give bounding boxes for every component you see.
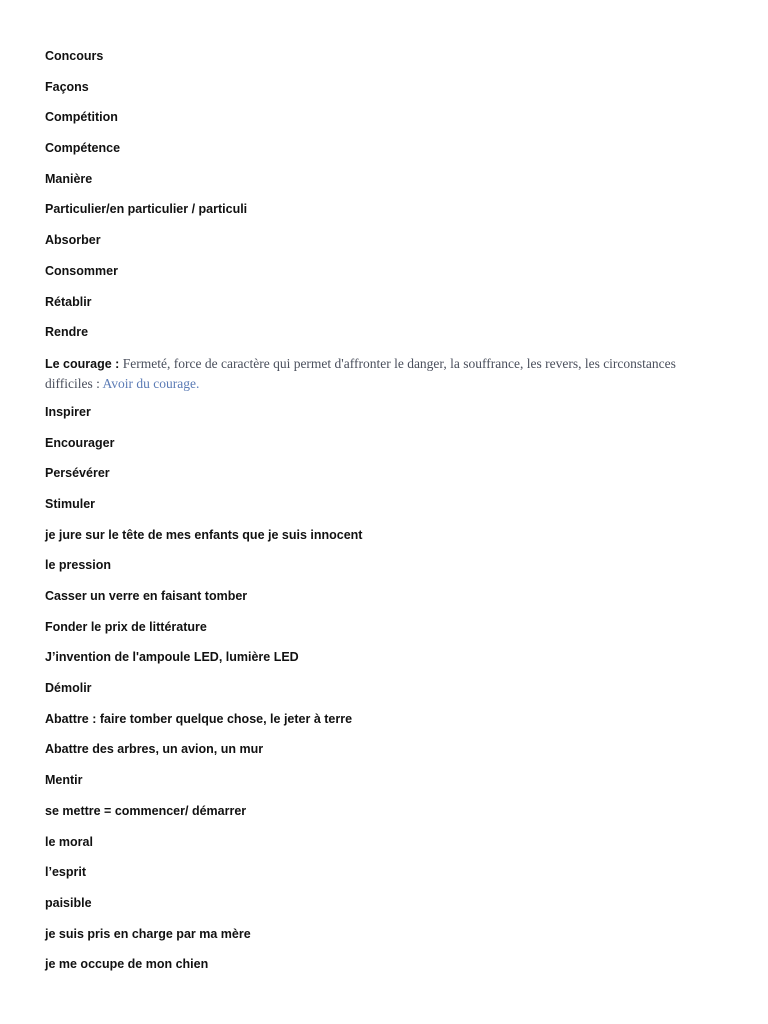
text-line: Fonder le prix de littérature: [45, 619, 207, 634]
text-line: je jure sur le tête de mes enfants que je suis innocent: [45, 527, 363, 542]
text-line: l’esprit: [45, 865, 86, 880]
text-line: Manière: [45, 171, 93, 186]
document-page: [45, 47, 725, 986]
text-line: le pression: [45, 558, 111, 573]
text-line: Compétence: [45, 141, 121, 156]
text-line: Rétablir: [45, 294, 92, 309]
definition-paragraph: [45, 354, 695, 403]
text-line: se mettre = commencer/ démarrer: [45, 803, 247, 818]
text-line: Absorber: [45, 233, 101, 248]
text-line: Abattre des arbres, un avion, un mur: [45, 742, 264, 757]
text-line: Démolir: [45, 681, 92, 696]
definition-example: Avoir du courage.: [102, 375, 200, 391]
text-line: Concours: [45, 49, 104, 63]
text-line: Abattre : faire tomber quelque chose, le jeter à terre: [45, 711, 353, 726]
text-line: le moral: [45, 834, 93, 849]
text-line: Compétition: [45, 110, 118, 125]
definition-term: Le courage :: [45, 356, 123, 371]
definition-text: Fermeté, force de caractère qui permet d'affronter le danger, la souffrance, les revers, les circonstances difficiles :: [45, 355, 676, 391]
text-line: Encourager: [45, 435, 115, 450]
text-line: Persévérer: [45, 466, 110, 481]
text-line: Stimuler: [45, 496, 96, 511]
text-line: je me occupe de mon chien: [45, 957, 209, 972]
text-line: Mentir: [45, 773, 83, 788]
text-line: Consommer: [45, 263, 118, 278]
text-line: Rendre: [45, 325, 89, 340]
text-line: Casser un verre en faisant tomber: [45, 589, 248, 603]
text-line: Particulier/en particulier / particuli: [45, 202, 248, 217]
text-line: J’invention de l'ampoule LED, lumière LED: [45, 650, 299, 665]
text-line: je suis pris en charge par ma mère: [45, 926, 251, 941]
text-line: paisible: [45, 895, 92, 910]
text-line: Façons: [45, 79, 89, 94]
text-line: Inspirer: [45, 404, 91, 419]
